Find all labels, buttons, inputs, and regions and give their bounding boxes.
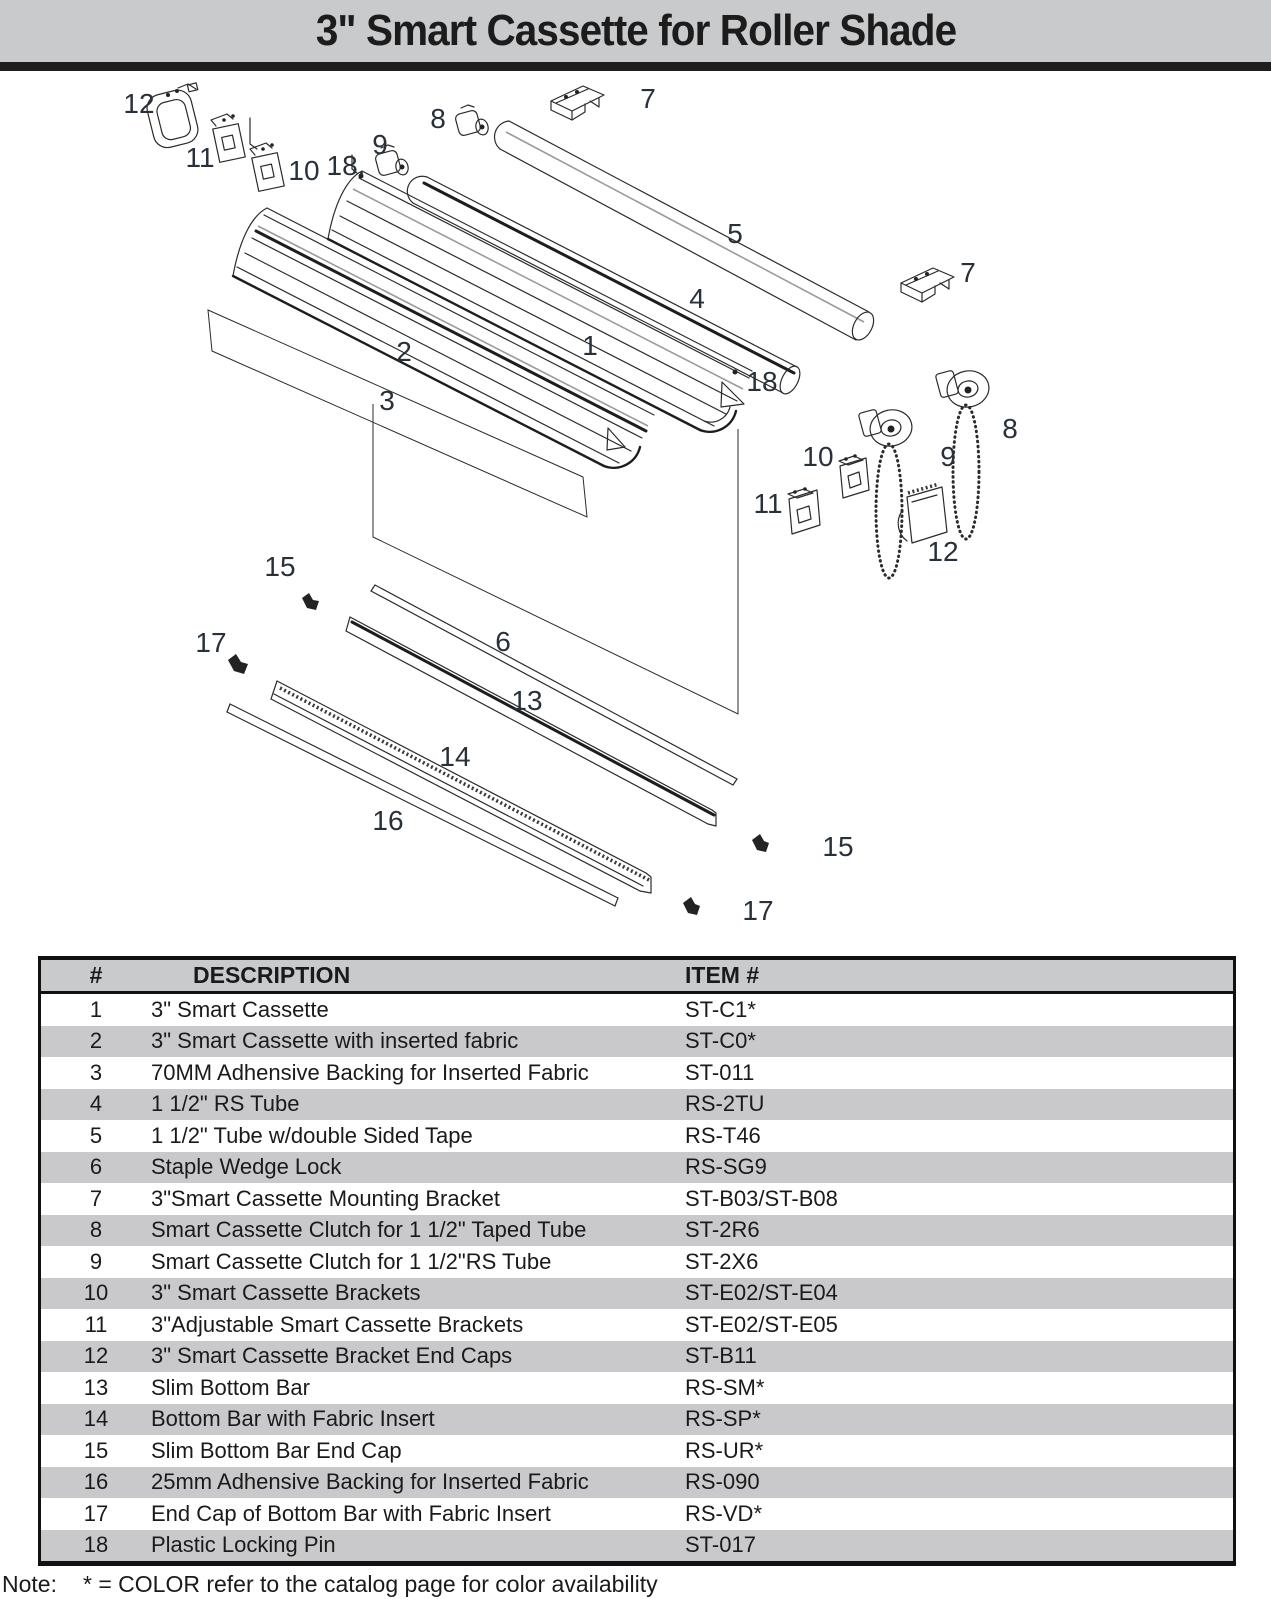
row-item-number: ST-2X6: [685, 1248, 759, 1274]
row-item-number: RS-T46: [685, 1122, 761, 1148]
table-row: [41, 1404, 1233, 1436]
callout-labels: [123, 83, 1017, 926]
row-item-number: ST-C1*: [685, 996, 756, 1022]
row-description: Smart Cassette Clutch for 1 1/2" Taped Tube: [151, 1217, 587, 1243]
row-number: 12: [83, 1343, 109, 1369]
fabric-panel-drawing: [373, 404, 738, 714]
callout-8-top: 8: [430, 103, 446, 134]
callout-7-right: 7: [960, 257, 976, 288]
table-row: [41, 1309, 1233, 1341]
row-description: 3"Adjustable Smart Cassette Brackets: [151, 1311, 524, 1337]
callout-12-left: 12: [123, 88, 155, 119]
row-number: 8: [89, 1217, 103, 1243]
title-rule: [0, 62, 1271, 71]
row-number: 1: [89, 996, 103, 1022]
part-16-adhesive-backing-drawing: [227, 704, 618, 906]
part-11-adjustable-bracket-left-drawing: [211, 114, 257, 162]
table-row: [41, 1057, 1233, 1089]
callout-8-right: 8: [1002, 413, 1018, 444]
parts-table-header: [41, 960, 1233, 994]
table-row: [41, 1435, 1233, 1467]
callout-10-left: 10: [288, 155, 320, 186]
callout-1: 1: [582, 330, 598, 361]
row-description: Bottom Bar with Fabric Insert: [151, 1406, 435, 1432]
note-text: * = COLOR refer to the catalog page for color availability: [82, 1571, 658, 1597]
callout-7-top: 7: [640, 83, 656, 114]
row-number: 6: [89, 1154, 103, 1180]
row-description: Plastic Locking Pin: [151, 1532, 336, 1558]
part-6-staple-wedge-lock-drawing: [371, 585, 737, 785]
parts-table-body: [41, 994, 1233, 1561]
title-bar: [0, 0, 1271, 62]
row-number: 9: [89, 1248, 103, 1274]
row-description: 3"Smart Cassette Mounting Bracket: [151, 1185, 500, 1211]
row-item-number: RS-VD*: [685, 1500, 763, 1526]
row-description: 25mm Adhensive Backing for Inserted Fabric: [151, 1469, 589, 1495]
part-13-slim-bottom-bar-drawing: [346, 617, 716, 826]
callout-18-top: 18.: [326, 150, 366, 181]
callout-6: 6: [495, 626, 511, 657]
row-description: 3" Smart Cassette Bracket End Caps: [151, 1343, 513, 1369]
callout-11-right: 11: [753, 488, 783, 519]
row-item-number: RS-SG9: [685, 1154, 767, 1180]
header-number: #: [89, 962, 103, 988]
row-item-number: ST-017: [685, 1532, 756, 1558]
callout-17-right: 17: [742, 895, 774, 926]
row-item-number: RS-SM*: [685, 1374, 765, 1400]
table-row: [41, 1120, 1233, 1152]
page-title: 3" Smart Cassette for Roller Shade: [315, 6, 956, 55]
part-9-clutch-right-drawing: [858, 406, 915, 578]
row-item-number: RS-2TU: [685, 1091, 765, 1117]
row-number: 18: [83, 1532, 109, 1558]
table-row: [41, 994, 1233, 1026]
row-item-number: ST-B11: [685, 1343, 757, 1369]
table-row: [41, 1498, 1233, 1530]
table-row: [41, 1152, 1233, 1184]
callout-14: 14: [439, 741, 471, 772]
row-number: 3: [89, 1059, 103, 1085]
part-17-end-cap-right-drawing: [683, 897, 700, 915]
row-item-number: ST-2R6: [685, 1217, 760, 1243]
callout-4: 4: [689, 283, 705, 314]
row-description: End Cap of Bottom Bar with Fabric Insert: [151, 1500, 551, 1526]
table-row: [41, 1246, 1233, 1278]
parts-table: [38, 956, 1236, 1566]
row-number: 10: [83, 1280, 109, 1306]
part-12-end-cap-right-drawing: [898, 484, 947, 543]
table-row: [41, 1278, 1233, 1310]
row-item-number: ST-E02/ST-E05: [685, 1311, 838, 1337]
color-note: [0, 1571, 1271, 1598]
row-description: Slim Bottom Bar End Cap: [151, 1437, 402, 1463]
callout-18-mid: 18: [746, 366, 778, 397]
row-number: 17: [83, 1500, 109, 1526]
row-number: 13: [83, 1374, 109, 1400]
callout-17-left: 17: [195, 627, 227, 658]
part-11-bracket-right-drawing: [788, 487, 820, 534]
table-row: [41, 1026, 1233, 1058]
part-17-end-cap-left-drawing: [228, 654, 248, 674]
header-description: DESCRIPTION: [193, 962, 351, 988]
row-item-number: RS-090: [685, 1469, 760, 1495]
table-row: [41, 1467, 1233, 1499]
table-row: [41, 1183, 1233, 1215]
row-number: 16: [83, 1469, 109, 1495]
callout-9-top: 9: [372, 129, 388, 160]
row-number: 15: [83, 1437, 109, 1463]
exploded-diagram-svg: [0, 71, 1271, 956]
row-description: 3" Smart Cassette Brackets: [151, 1280, 421, 1306]
callout-2: 2: [396, 336, 412, 367]
callout-5: 5: [727, 218, 743, 249]
callout-15-left: 15: [264, 551, 296, 582]
exploded-diagram: [0, 71, 1271, 956]
table-row: [41, 1089, 1233, 1121]
row-number: 2: [89, 1028, 103, 1054]
callout-10-right: 10: [802, 441, 834, 472]
row-item-number: ST-E02/ST-E04: [685, 1280, 838, 1306]
row-description: 70MM Adhensive Backing for Inserted Fabric: [151, 1059, 589, 1085]
row-description: 3" Smart Cassette: [151, 996, 329, 1022]
callout-13: 13: [511, 685, 543, 716]
row-description: 1 1/2" Tube w/double Sided Tape: [151, 1122, 473, 1148]
note-label: Note:: [2, 1571, 57, 1597]
row-description: Staple Wedge Lock: [151, 1154, 342, 1180]
table-row: [41, 1530, 1233, 1562]
row-number: 14: [83, 1406, 109, 1432]
callout-3: 3: [379, 385, 395, 416]
callout-9-right: 9: [940, 441, 956, 472]
row-item-number: ST-011: [685, 1059, 755, 1085]
table-row: [41, 1372, 1233, 1404]
callout-12-right: 12: [927, 536, 959, 567]
table-row: [41, 1341, 1233, 1373]
part-10-bracket-right-drawing: [839, 454, 869, 498]
part-14-bottom-bar-fabric-drawing: [271, 681, 651, 893]
part-4-rs-tube-drawing: [407, 176, 804, 397]
callout-16: 16: [372, 805, 404, 836]
part-10-bracket-left-drawing: [250, 143, 284, 191]
row-description: 1 1/2" RS Tube: [151, 1091, 300, 1117]
table-row: [41, 1215, 1233, 1247]
row-item-number: ST-B03/ST-B08: [685, 1185, 838, 1211]
row-item-number: RS-SP*: [685, 1406, 761, 1432]
callout-11-left: 11: [185, 142, 215, 173]
row-number: 11: [84, 1311, 108, 1337]
header-item-number: ITEM #: [685, 962, 760, 988]
row-number: 4: [89, 1091, 103, 1117]
row-description: 3" Smart Cassette with inserted fabric: [151, 1028, 519, 1054]
part-15-end-cap-left-drawing: [302, 593, 319, 610]
callout-15-right: 15: [822, 831, 854, 862]
part-15-end-cap-right-drawing: [752, 834, 769, 852]
row-item-number: ST-C0*: [685, 1028, 756, 1054]
row-item-number: RS-UR*: [685, 1437, 764, 1463]
part-18-locking-pin-mid-drawing: [733, 370, 738, 375]
row-description: Slim Bottom Bar: [151, 1374, 310, 1400]
part-7-mounting-bracket-right-drawing: [901, 268, 954, 302]
row-number: 7: [89, 1185, 103, 1211]
row-number: 5: [89, 1122, 103, 1148]
row-description: Smart Cassette Clutch for 1 1/2"RS Tube: [151, 1248, 552, 1274]
